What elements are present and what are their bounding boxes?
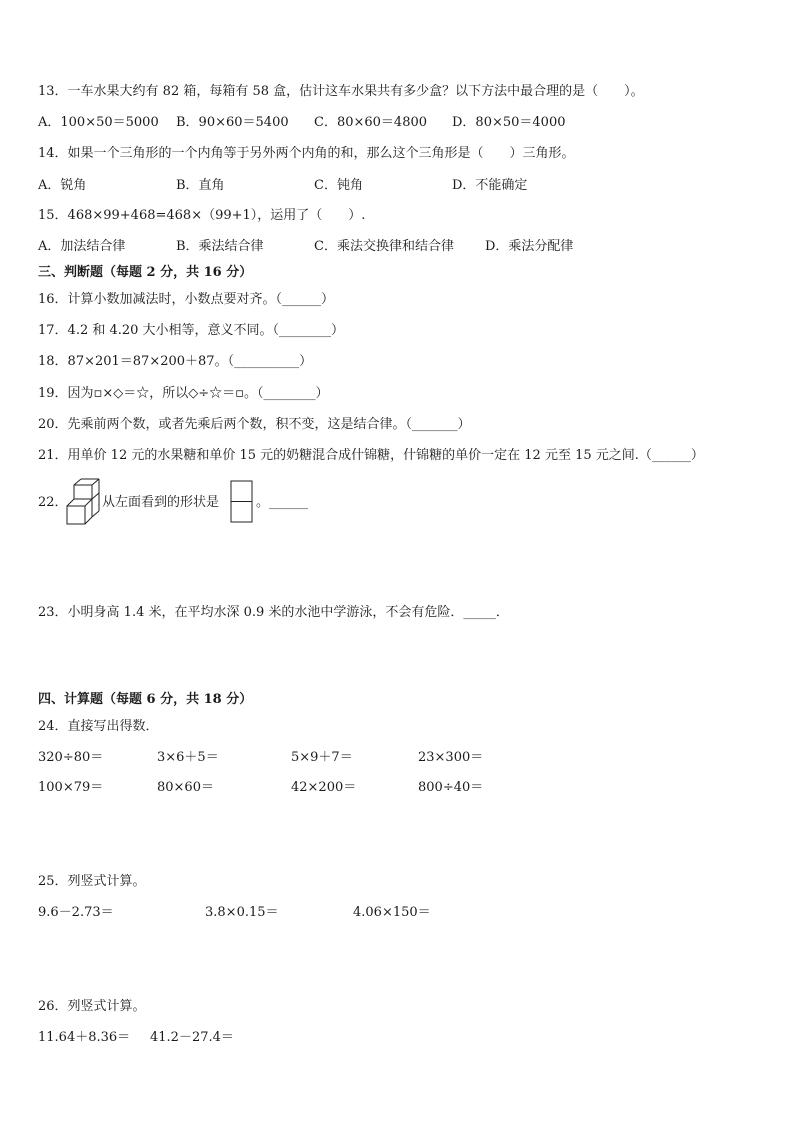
q18-text: 18．87×201＝87×200＋87。（__________） xyxy=(38,354,313,369)
q24-item: 100×79＝ xyxy=(38,780,104,795)
q24-item: 5×9＋7＝ xyxy=(291,750,353,765)
q25-item: 4.06×150＝ xyxy=(353,905,431,920)
q26-item: 11.64＋8.36＝ xyxy=(38,1030,131,1045)
section-3-title: 三、判断题（每题 2 分，共 16 分） xyxy=(38,265,253,280)
q24-item: 42×200＝ xyxy=(291,780,357,795)
q21-text: 21．用单价 12 元的水果糖和单价 15 元的奶糖混合成什锦糖，什锦糖的单价一定在 12 元至 15 元之间.（______） xyxy=(38,448,704,463)
q24-item: 3×6＋5＝ xyxy=(157,750,219,765)
q15-stem: 15．468×99+468=468×（99+1），运用了（ ）. xyxy=(38,208,366,223)
q22-tail: 。______ xyxy=(256,495,309,510)
q20-text: 20．先乘前两个数，或者先乘后两个数，积不变，这是结合律。（_______） xyxy=(38,417,471,432)
q14-option-d: D．不能确定 xyxy=(452,178,528,193)
q23-text: 23．小明身高 1.4 米，在平均水深 0.9 米的水池中学游泳，不会有危险．_____． xyxy=(38,605,509,620)
q14-stem: 14．如果一个三角形的一个内角等于另外两个内角的和，那么这个三角形是（ ）三角形。 xyxy=(38,146,575,161)
q13-option-b: B．90×60＝5400 xyxy=(176,115,289,130)
q15-option-b: B．乘法结合律 xyxy=(176,239,264,254)
q13-option-d: D．80×50＝4000 xyxy=(452,115,566,130)
cube-stack-figure xyxy=(66,478,102,526)
q15-option-d: D．乘法分配律 xyxy=(485,239,574,254)
q16-text: 16．计算小数加减法时，小数点要对齐。（______） xyxy=(38,292,335,307)
q24-item: 800÷40＝ xyxy=(418,780,484,795)
q26-item: 41.2－27.4＝ xyxy=(150,1030,234,1045)
q25-item: 3.8×0.15＝ xyxy=(205,905,279,920)
q22-text: 从左面看到的形状是 xyxy=(102,495,220,510)
q26-stem: 26．列竖式计算。 xyxy=(38,999,146,1014)
q14-option-b: B．直角 xyxy=(176,178,225,193)
q13-option-c: C．80×60＝4800 xyxy=(314,115,428,130)
q14-option-c: C．钝角 xyxy=(314,178,363,193)
q24-item: 23×300＝ xyxy=(418,750,484,765)
q24-item: 320÷80＝ xyxy=(38,750,104,765)
q22-number: 22． xyxy=(38,495,68,510)
q13-stem: 13．一车水果大约有 82 箱，每箱有 58 盒，估计这车水果共有多少盒？以下方法中最合理的是（ ）。 xyxy=(38,84,644,99)
q15-option-a: A．加法结合律 xyxy=(38,239,126,254)
q14-option-a: A．锐角 xyxy=(38,178,87,193)
q24-item: 80×60＝ xyxy=(157,780,214,795)
q25-item: 9.6－2.73＝ xyxy=(38,905,114,920)
q19-text: 19．因为▫×◇＝☆，所以◇÷☆＝▫。（________） xyxy=(38,386,329,401)
q25-stem: 25．列竖式计算。 xyxy=(38,874,146,889)
q15-option-c: C．乘法交换律和结合律 xyxy=(314,239,454,254)
q13-option-a: A．100×50＝5000 xyxy=(38,115,159,130)
q24-stem: 24．直接写出得数． xyxy=(38,719,159,734)
q17-text: 17．4.2 和 4.20 大小相等，意义不同。（________） xyxy=(38,323,345,338)
section-4-title: 四、计算题（每题 6 分，共 18 分） xyxy=(38,692,253,707)
left-view-shape xyxy=(230,480,254,524)
